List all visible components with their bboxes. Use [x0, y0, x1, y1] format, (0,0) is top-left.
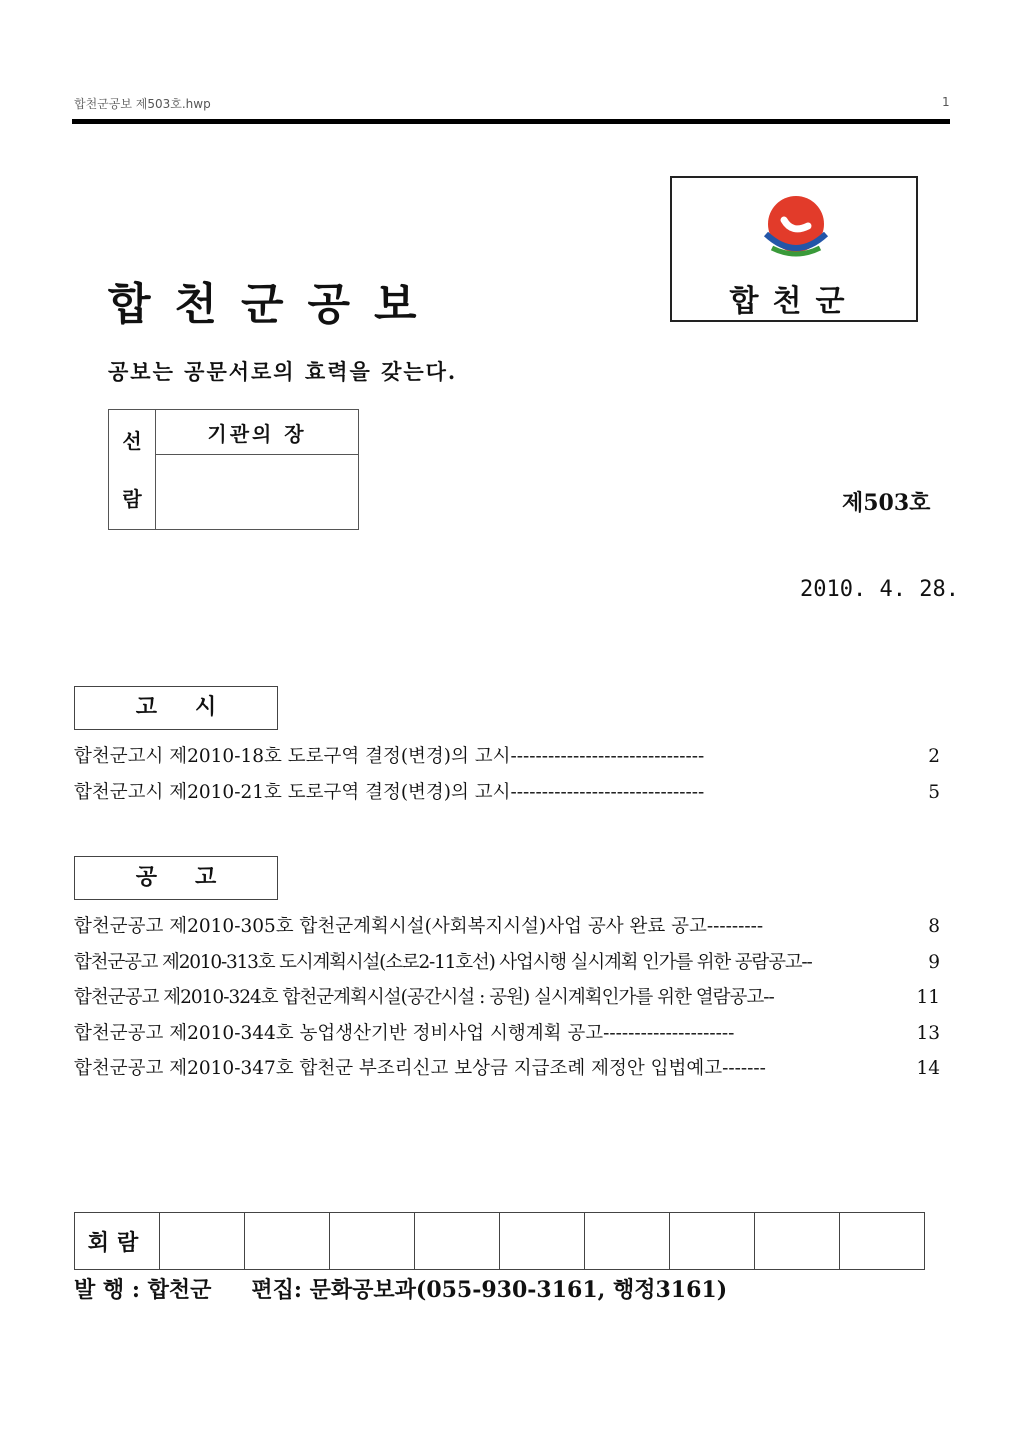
- toc-list-notices: [74, 739, 940, 810]
- toc-item-page: 2: [928, 746, 940, 767]
- header-page-number: 1: [942, 95, 950, 109]
- county-emblem-icon: [754, 190, 838, 274]
- header-rule: [72, 119, 950, 124]
- circulation-cell: [245, 1213, 330, 1270]
- toc-item[interactable]: [74, 1051, 940, 1087]
- circulation-cell: [160, 1213, 245, 1270]
- circulation-cell: [755, 1213, 840, 1270]
- circulation-label: 회람: [75, 1213, 160, 1270]
- circulation-cell: [585, 1213, 670, 1270]
- circulation-table: [74, 1212, 925, 1270]
- approval-side-bottom: 람: [122, 486, 142, 511]
- approval-head: 기관의 장: [156, 410, 359, 455]
- toc-item[interactable]: [74, 980, 940, 1016]
- toc-item-text: 합천군공고 제2010-347호 합천군 부조리신고 보상금 지급조례 제정안 입법예고-------: [74, 1058, 766, 1079]
- approval-side-top: 선: [122, 428, 142, 453]
- toc-item-text: 합천군공고 제2010-324호 합천군계획시설(공간시설 : 공원) 실시계획인가를 위한 열람공고--: [74, 987, 774, 1008]
- issue-number: 제503호: [842, 490, 931, 516]
- toc-item-page: 11: [916, 987, 940, 1008]
- toc-item-page: 9: [928, 951, 940, 973]
- toc-item[interactable]: [74, 909, 940, 945]
- header-filename: 합천군공보 제503호.hwp: [74, 97, 211, 111]
- section-title: 고시: [135, 695, 255, 720]
- toc-item-text: 합천군공고 제2010-305호 합천군계획시설(사회복지시설)사업 공사 완료 공고---------: [74, 916, 764, 937]
- circulation-cell: [670, 1213, 755, 1270]
- circulation-cell: [415, 1213, 500, 1270]
- approval-side-label: [109, 410, 156, 530]
- toc-item[interactable]: [74, 739, 940, 775]
- toc-item[interactable]: [74, 1016, 940, 1052]
- toc-item-page: 14: [916, 1058, 940, 1079]
- circulation-cell: [840, 1213, 925, 1270]
- toc-item-page: 5: [928, 781, 940, 803]
- footer: [74, 1273, 727, 1304]
- toc-item-text: 합천군공고 제2010-344호 농업생산기반 정비사업 시행계획 공고---------------------: [74, 1022, 735, 1044]
- footer-publisher: 발 행 : 합천군: [74, 1277, 212, 1303]
- approval-table: [108, 409, 359, 530]
- toc-item-text: 합천군고시 제2010-21호 도로구역 결정(변경)의 고시-------------------------------: [74, 781, 705, 803]
- toc-item-text: 합천군고시 제2010-18호 도로구역 결정(변경)의 고시-------------------------------: [74, 746, 705, 767]
- approval-sign-cell: [156, 455, 359, 530]
- county-logo-box: [670, 176, 918, 322]
- page-title: 합천군공보: [108, 279, 441, 330]
- toc-list-announcements: [74, 909, 940, 1087]
- toc-item[interactable]: [74, 775, 940, 811]
- section-title-box: [74, 856, 278, 900]
- toc-item-text: 합천군공고 제2010-313호 도시계획시설(소로2-11호선) 사업시행 실시계획 인가를 위한 공람공고--: [74, 951, 812, 973]
- toc-item-page: 13: [916, 1022, 940, 1044]
- section-title-box: [74, 686, 278, 730]
- section-title: 공고: [135, 865, 255, 890]
- subtitle: 공보는 공문서로의 효력을 갖는다.: [108, 359, 458, 384]
- toc-item[interactable]: [74, 945, 940, 981]
- logo-text: 합천군: [729, 284, 859, 319]
- circulation-cell: [500, 1213, 585, 1270]
- footer-editor: 편집: 문화공보과(055-930-3161, 행정3161): [251, 1277, 728, 1303]
- toc-item-page: 8: [928, 916, 940, 937]
- issue-date: 2010. 4. 28.: [800, 577, 959, 602]
- circulation-cell: [330, 1213, 415, 1270]
